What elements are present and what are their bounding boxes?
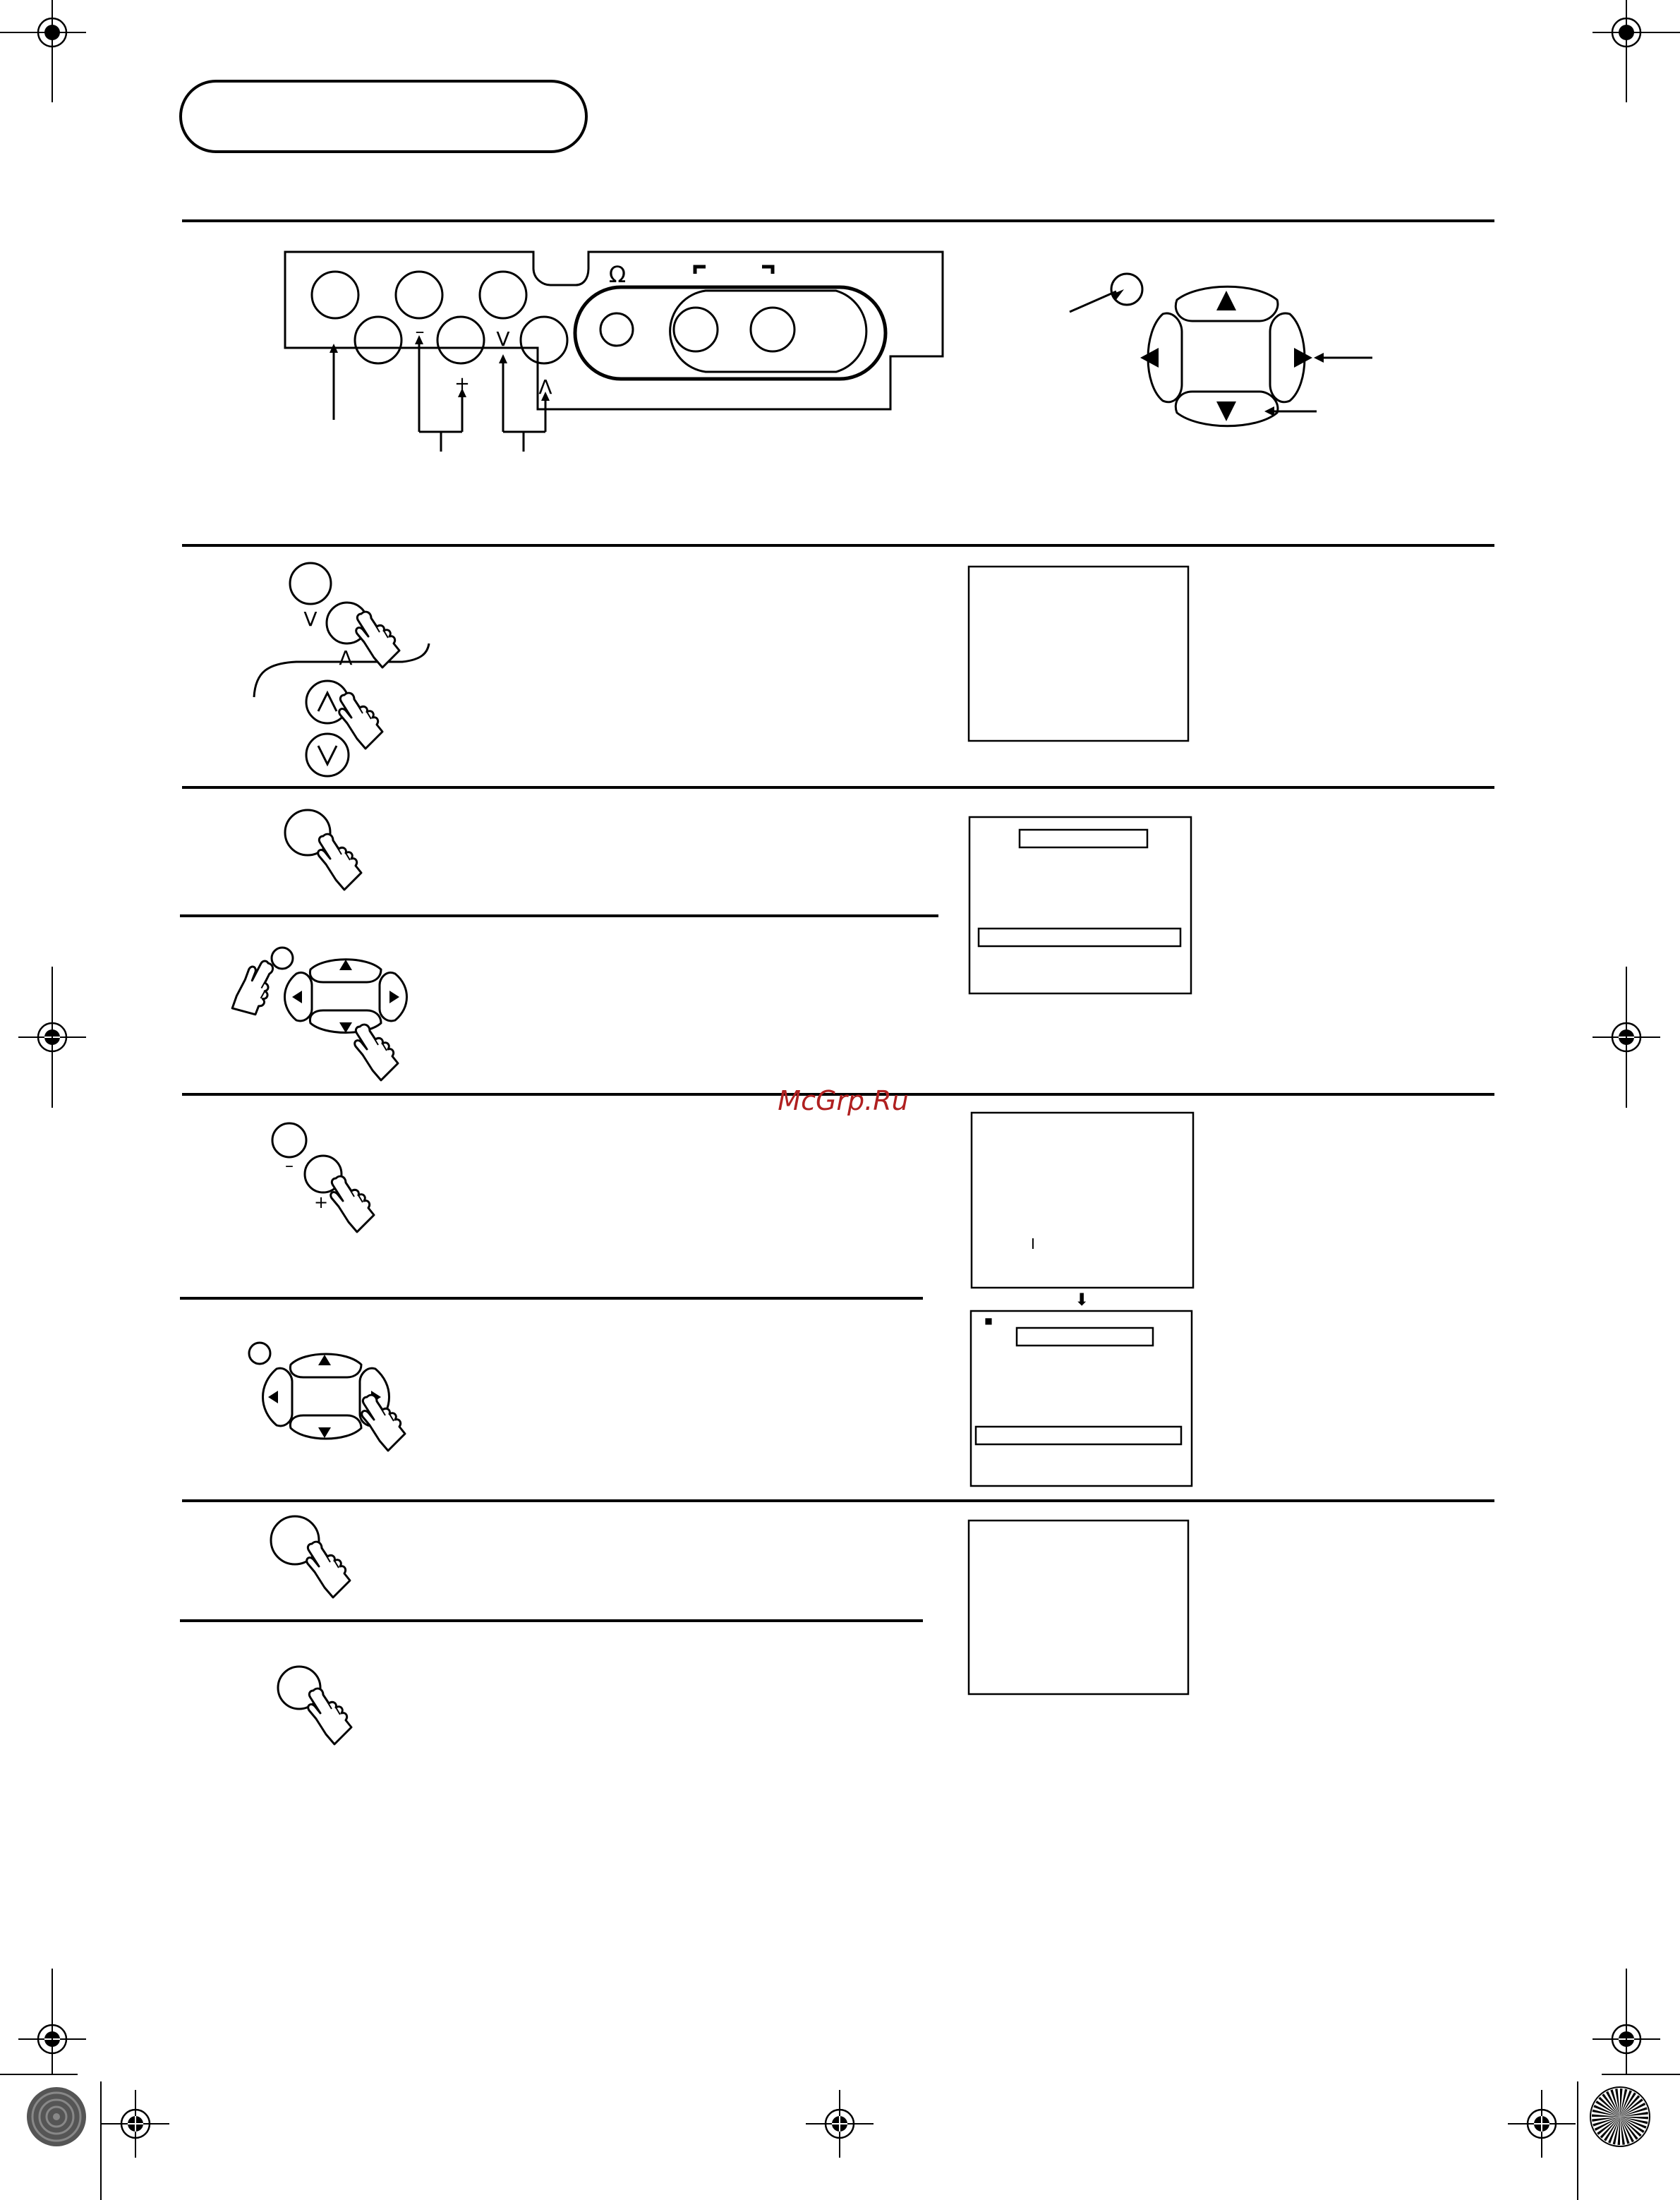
hand-press-icon	[356, 612, 399, 667]
step1-down-label: V	[303, 608, 318, 631]
screen-2	[969, 817, 1191, 993]
screen-transition-arrow-icon: ⬇	[1074, 1290, 1089, 1310]
step1-up-label: Λ	[339, 646, 353, 670]
registration-mark-icon	[806, 2090, 874, 2158]
panel-plus-label: +	[454, 373, 470, 394]
av-input-2	[751, 308, 794, 351]
cursor-pad-arrows	[1112, 289, 1324, 421]
headphone-icon: Ω	[608, 261, 627, 288]
step4-minus-label: –	[285, 1156, 294, 1175]
panel-arrowheads	[330, 335, 550, 401]
step3-cursor-pad	[272, 948, 407, 1033]
registration-mark-icon	[102, 2090, 169, 2158]
screen-2-title-bar	[1020, 830, 1147, 847]
step3-pad-arrows	[292, 960, 399, 1033]
hand-press-icon	[331, 1176, 374, 1232]
hand-press-icon	[307, 1542, 350, 1597]
step1-illustration	[254, 563, 429, 776]
panel-button-3	[480, 272, 526, 318]
hand-press-icon	[355, 1025, 398, 1080]
screen-4-highlight-bar	[976, 1427, 1181, 1444]
hand-press-icon	[362, 1395, 405, 1451]
panel-button-5	[437, 317, 484, 363]
screen-2-highlight-bar	[979, 929, 1180, 946]
hand-press-icon	[308, 1688, 351, 1744]
screen-5	[969, 1521, 1188, 1694]
registration-mark-icon	[1508, 2090, 1576, 2158]
screen-boxes	[969, 567, 1193, 1694]
panel-down-label: V	[496, 327, 510, 351]
screen-4-title-bar	[1017, 1328, 1153, 1346]
screen-4-bullet: ■	[984, 1316, 993, 1326]
hand-press-icon	[339, 693, 382, 749]
screen-4	[971, 1311, 1192, 1486]
hand-press-icon	[318, 834, 361, 890]
section-title-box	[181, 81, 586, 152]
panel-minus-label: –	[415, 321, 425, 342]
watermark: McGrp.Ru	[778, 1085, 909, 1116]
av-input-1	[674, 308, 718, 351]
panel-button-2	[396, 272, 442, 318]
panel-button-4	[355, 317, 401, 363]
panel-button-1	[312, 272, 358, 318]
step4-plus-label: +	[313, 1192, 329, 1212]
color-bar-icon	[27, 2087, 86, 2146]
headphone-jack	[600, 313, 633, 346]
panel-button-6	[521, 317, 567, 363]
screen-3	[972, 1113, 1193, 1288]
screen-3-cursor: I	[1031, 1235, 1035, 1252]
starburst-icon	[1590, 2087, 1650, 2146]
panel-up-label: Λ	[538, 375, 552, 399]
screen-1	[969, 567, 1188, 741]
